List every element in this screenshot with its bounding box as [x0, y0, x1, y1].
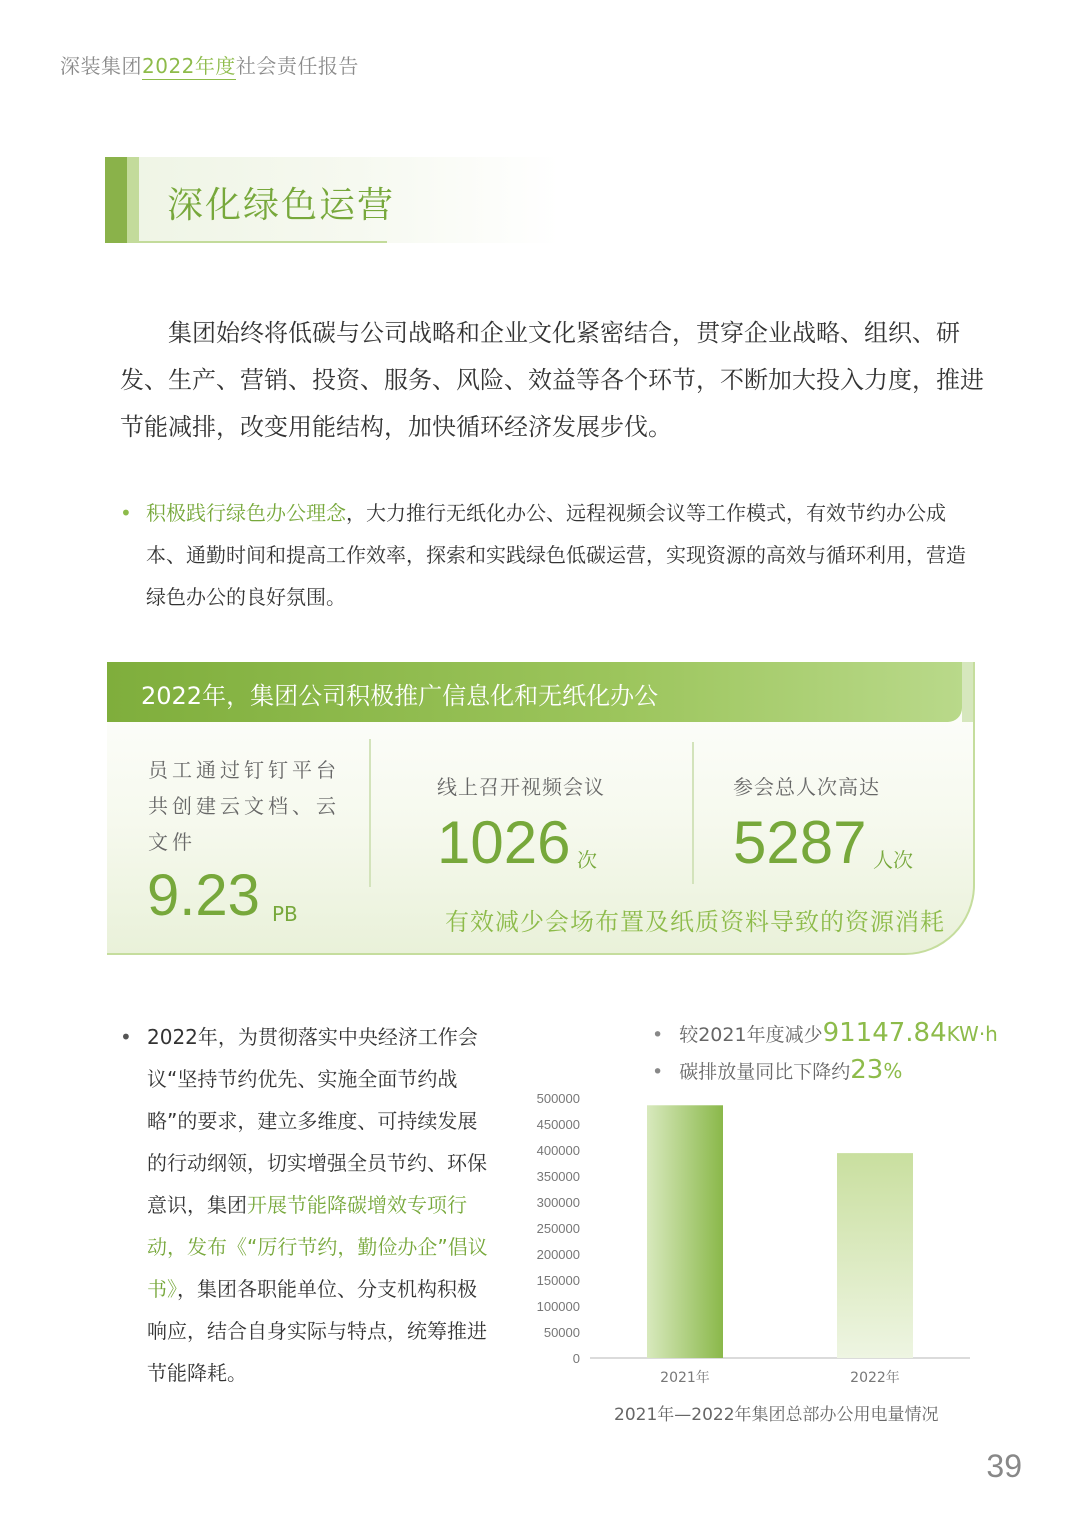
y-tick-label: 200000 [536, 1247, 580, 1262]
stat-attendees-value: 5287 [733, 809, 867, 876]
y-tick-label: 0 [572, 1351, 580, 1366]
stat-divider [369, 739, 371, 887]
stat-label-line: 员工通过钉钉平台 [148, 758, 340, 782]
y-tick-label: 150000 [536, 1273, 580, 1288]
bullet-text [120, 492, 970, 618]
note-value: 23 [850, 1055, 884, 1085]
paperless-office-card [107, 662, 975, 955]
stat-label-line: 共创建云文档、云 [148, 794, 340, 818]
y-tick-label: 300000 [536, 1195, 580, 1210]
bullet-highlight: 开展节能降碳增效专项行动，发布《“厉行节约，勤俭办企”倡议书》 [147, 1193, 488, 1301]
bullet-energy-saving [120, 1016, 490, 1394]
bullet-dot-icon: • [120, 501, 132, 525]
header-prefix: 深装集团 [60, 54, 142, 78]
stat-cloud-docs-value: 9.23 [147, 863, 260, 928]
stat-divider [692, 742, 694, 884]
section-title-block [105, 157, 560, 243]
bullet-dot-icon: • [120, 1025, 132, 1049]
header-suffix: 社会责任报告 [235, 54, 359, 78]
title-accent-bar [105, 157, 127, 243]
chart-svg [520, 1085, 980, 1395]
bullet-highlight: 积极践行绿色办公理念 [146, 501, 346, 525]
y-tick-label: 50000 [543, 1325, 580, 1340]
page-number: 39 [986, 1448, 1022, 1484]
card-footer-text: 有效减少会场布置及纸质资料导致的资源消耗 [445, 908, 945, 936]
stat-attendees-unit: 人次 [873, 848, 913, 872]
chart-caption: 2021年—2022年集团总部办公用电量情况 [614, 1405, 939, 1425]
intro-paragraph [120, 310, 990, 451]
y-tick-label: 400000 [536, 1143, 580, 1158]
stat-cloud-docs-unit: PB [272, 902, 298, 926]
stat-video-meetings-value: 1026 [437, 809, 571, 876]
note-carbon-reduction [652, 1055, 902, 1085]
bullet-body: ，大力推行无纸化办公、远程视频会议等工作模式，有效节约办公成本、通勤时间和提高工作效率，探索和实践绿色低碳运营，实现资源的高效与循环利用，营造绿色办公的良好氛围。 [146, 501, 966, 609]
note-electricity-reduction [652, 1018, 998, 1048]
bullet-body-before: 2022年，为贯彻落实中央经济工作会议“坚持节约优先、实施全面节约战略”的要求，建立多维度、可持续发展的行动纲领，切实增强全员节约、环保意识，集团 [147, 1025, 487, 1217]
y-tick-label: 100000 [536, 1299, 580, 1314]
electricity-bar-chart [520, 1085, 980, 1395]
note-dot-icon: • [652, 1061, 664, 1083]
card-header-shade [962, 662, 975, 722]
section-title: 深化绿色运营 [167, 185, 396, 226]
card-header [107, 662, 962, 722]
y-tick-label: 500000 [536, 1091, 580, 1106]
stat-video-meetings-label: 线上召开视频会议 [437, 775, 605, 799]
x-tick-label: 2022年 [850, 1370, 900, 1386]
header-year: 2022年度 [142, 54, 236, 78]
note-value: 91147.84 [822, 1018, 947, 1048]
stat-label-line: 文件 [148, 830, 196, 854]
intro-text: 集团始终将低碳与公司战略和企业文化紧密结合，贯穿企业战略、组织、研发、生产、营销、投资、服务、风险、效益等各个环节，不断加大投入力度，推进节能减排，改变用能结构，加快循环经济发展步伐。 [120, 319, 984, 441]
note-prefix: 较2021年度减少 [679, 1024, 823, 1046]
stat-cloud-docs-label [148, 752, 340, 860]
note-prefix: 碳排放量同比下降约 [679, 1061, 851, 1083]
card-title: 2022年，集团公司积极推广信息化和无纸化办公 [141, 682, 659, 710]
y-tick-label: 250000 [536, 1221, 580, 1236]
bar-2021年 [647, 1105, 723, 1358]
bullet-body-after: ，集团各职能单位、分支机构积极响应，结合自身实际与特点，统筹推进节能降耗。 [147, 1277, 487, 1385]
y-tick-label: 350000 [536, 1169, 580, 1184]
x-tick-label: 2021年 [660, 1370, 710, 1386]
note-unit: % [883, 1059, 903, 1083]
note-dot-icon: • [652, 1024, 664, 1046]
y-tick-label: 450000 [536, 1117, 580, 1132]
title-underline [139, 241, 387, 243]
bullet-green-office [120, 492, 970, 618]
bar-2022年 [837, 1153, 913, 1358]
stat-attendees-label: 参会总人次高达 [733, 775, 880, 799]
note-unit: KW·h [946, 1022, 998, 1046]
report-header [60, 50, 359, 79]
stat-video-meetings-unit: 次 [577, 848, 597, 872]
bullet-text [120, 1016, 490, 1394]
